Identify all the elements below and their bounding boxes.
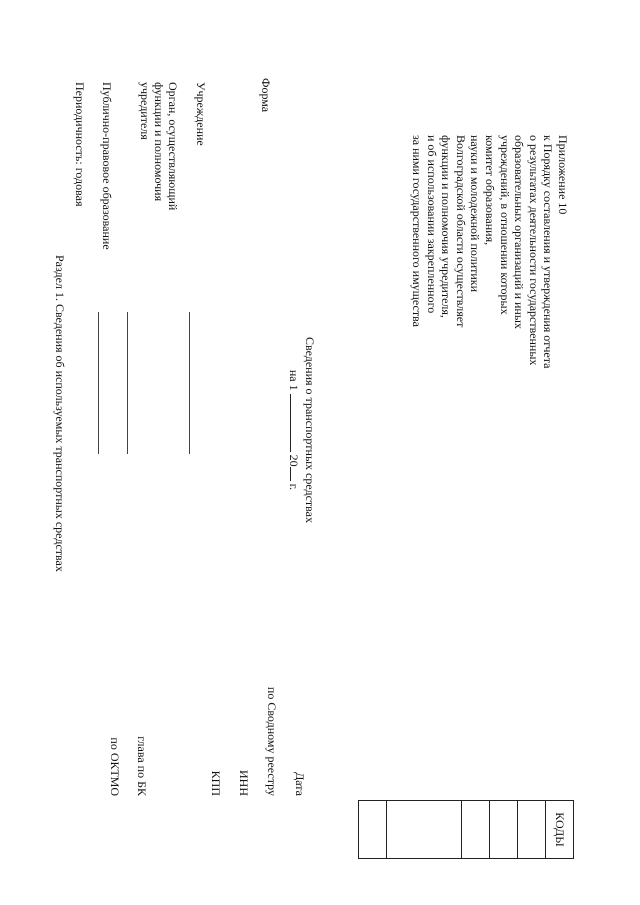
bk-code-label: глава по БК bbox=[135, 736, 149, 796]
appendix-line: Приложение 10 bbox=[556, 135, 570, 215]
codes-table bbox=[358, 800, 574, 859]
public-entity-input-line[interactable] bbox=[98, 312, 99, 454]
appendix-line: функции и полномочия учредителя, bbox=[439, 135, 454, 318]
appendix-line: о результатах деятельности государственных bbox=[526, 135, 541, 366]
appendix-line: и об использовании закрепленного bbox=[424, 135, 439, 314]
oktmo-code-label: по ОКТМО bbox=[108, 737, 122, 796]
date-suffix: г. bbox=[287, 483, 301, 491]
kpp-code-label: КПП bbox=[209, 770, 223, 796]
founder-body-line: учредителя bbox=[138, 82, 152, 140]
date-year: 20 bbox=[287, 454, 301, 467]
registry-code-cell[interactable] bbox=[490, 801, 518, 859]
registry-code-label: по Сводному реестру bbox=[265, 686, 279, 796]
institution-input-line[interactable] bbox=[189, 312, 190, 454]
date-code-cell[interactable] bbox=[518, 801, 546, 859]
inn-code-label: ИНН bbox=[237, 770, 251, 796]
institution-label: Учреждение bbox=[194, 82, 208, 146]
form-label: Форма bbox=[259, 78, 273, 113]
appendix-note bbox=[409, 135, 570, 368]
inn-code-cell[interactable] bbox=[462, 801, 490, 859]
bk-code-cell[interactable] bbox=[359, 801, 387, 859]
appendix-line: к Порядку составления и утверждения отчета bbox=[541, 135, 556, 369]
appendix-line: науки и молодежной политики bbox=[468, 135, 483, 293]
appendix-line: Волгоградской области осуществляет bbox=[453, 135, 468, 328]
kpp-code-cell[interactable] bbox=[387, 801, 462, 859]
year-blank[interactable] bbox=[290, 467, 302, 481]
date-code-label: Дата bbox=[293, 772, 307, 796]
appendix-line: образовательных организаций и иных bbox=[512, 135, 527, 329]
founder-body-label bbox=[138, 82, 180, 210]
founder-body-line: функции и полномочия bbox=[152, 82, 166, 202]
day-month-blank[interactable] bbox=[290, 394, 302, 452]
section-title: Раздел 1. Сведения об используемых транспортных средствах bbox=[53, 255, 67, 572]
founder-body-line: Орган, осуществляющий bbox=[166, 82, 180, 211]
codes-header: КОДЫ bbox=[546, 801, 574, 859]
report-date-line bbox=[287, 300, 302, 560]
form-title: Сведения о транспортных средствах bbox=[303, 336, 317, 524]
appendix-line: комитет образования, bbox=[483, 135, 498, 246]
appendix-line: за ними государственного имущества bbox=[410, 135, 425, 327]
periodicity-label: Периодичность: годовая bbox=[73, 82, 87, 207]
date-prefix: на 1 bbox=[287, 369, 301, 391]
appendix-line: учреждений, в отношении которых bbox=[497, 135, 512, 315]
founder-body-input-line[interactable] bbox=[127, 312, 128, 454]
public-entity-label: Публично-правовое образование bbox=[100, 82, 114, 250]
form-title-block bbox=[287, 300, 317, 560]
